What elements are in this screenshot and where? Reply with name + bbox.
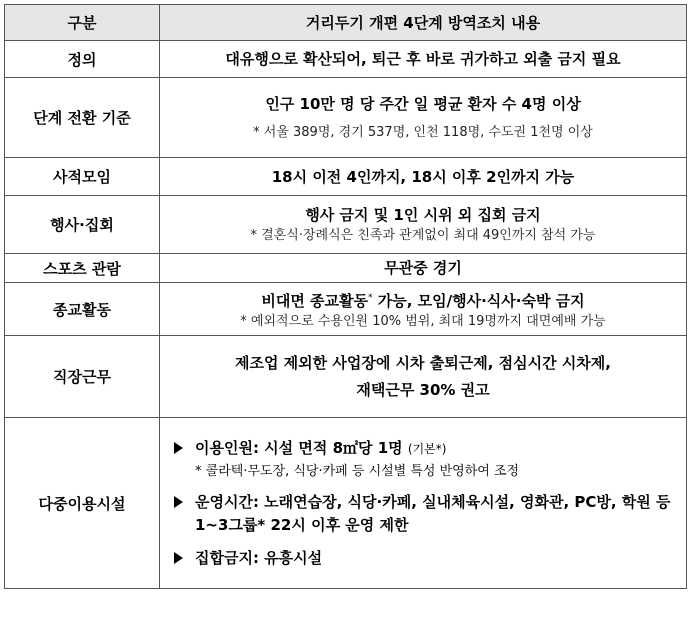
religion-main-b: 가능, 모임/행사·식사·숙박 금지 — [372, 291, 585, 310]
events-main: 행사 금지 및 1인 시위 외 집회 금지 — [305, 205, 541, 224]
religion-note: * 예외적으로 수용인원 10% 범위, 최대 19명까지 대면예배 가능 — [240, 313, 606, 329]
facilities-item-capacity — [172, 437, 680, 461]
capacity-text: 이용인원: 시설 면적 8㎡당 1명 — [195, 438, 403, 457]
content-religion — [160, 283, 687, 336]
events-note: * 결혼식·장례식은 친족과 관계없이 최대 49인까지 참석 가능 — [250, 227, 596, 243]
religion-footnote-mark: * — [368, 292, 373, 303]
label-criteria: 단계 전환 기준 — [5, 78, 160, 158]
header-row — [5, 5, 687, 41]
content-events — [160, 196, 687, 254]
content-facilities — [160, 418, 687, 589]
ban-text: 집합금지: 유흥시설 — [195, 548, 323, 567]
capacity-note: * 콜라텍·무도장, 식당·카페 등 시설별 특성 반영하여 조정 — [195, 463, 520, 479]
triangle-bullet-icon — [174, 552, 183, 564]
label-facilities: 다중이용시설 — [5, 418, 160, 589]
content-criteria — [160, 78, 687, 158]
triangle-bullet-icon — [174, 442, 183, 454]
label-definition: 정의 — [5, 41, 160, 78]
content-workplace — [160, 336, 687, 418]
capacity-paren: (기본*) — [407, 441, 447, 456]
criteria-note: * 서울 389명, 경기 537명, 인천 118명, 수도권 1천명 이상 — [253, 124, 593, 140]
row-events — [5, 196, 687, 254]
row-sports — [5, 254, 687, 283]
religion-main-a: 비대면 종교활동 — [261, 291, 369, 310]
religion-main — [166, 287, 680, 312]
row-facilities — [5, 418, 687, 589]
header-content: 거리두기 개편 4단계 방역조치 내용 — [160, 5, 687, 41]
workplace-line2: 재택근무 30% 권고 — [356, 380, 490, 399]
row-religion — [5, 283, 687, 336]
facilities-item-hours — [172, 491, 680, 537]
row-definition — [5, 41, 687, 78]
triangle-bullet-icon — [174, 496, 183, 508]
content-sports: 무관중 경기 — [160, 254, 687, 283]
row-workplace — [5, 336, 687, 418]
workplace-line1: 제조업 제외한 사업장에 시차 출퇴근제, 점심시간 시차제, — [234, 353, 611, 372]
label-events: 행사·집회 — [5, 196, 160, 254]
hours-text: 운영시간: 노래연습장, 식당·카페, 실내체육시설, 영화관, PC방, 학원 등 1~3그룹* 22시 이후 운영 제한 — [195, 492, 671, 534]
label-sports: 스포츠 관람 — [5, 254, 160, 283]
content-private-gathering: 18시 이전 4인까지, 18시 이후 2인까지 가능 — [160, 158, 687, 196]
label-religion: 종교활동 — [5, 283, 160, 336]
content-definition: 대유행으로 확산되어, 퇴근 후 바로 귀가하고 외출 금지 필요 — [160, 41, 687, 78]
facilities-item-ban — [172, 547, 680, 570]
row-private-gathering — [5, 158, 687, 196]
criteria-main: 인구 10만 명 당 주간 일 평균 환자 수 4명 이상 — [265, 94, 581, 113]
header-category: 구분 — [5, 5, 160, 41]
label-workplace: 직장근무 — [5, 336, 160, 418]
measures-table — [4, 4, 687, 589]
row-criteria — [5, 78, 687, 158]
label-private-gathering: 사적모임 — [5, 158, 160, 196]
